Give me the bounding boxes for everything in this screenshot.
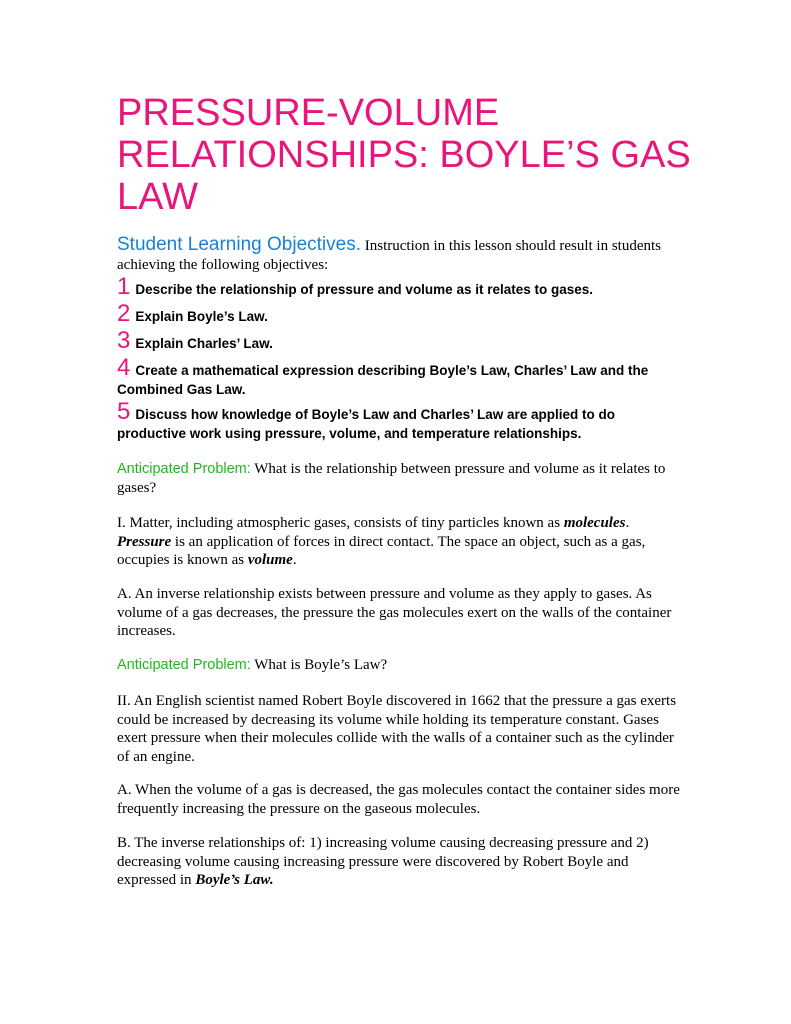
anticipated-problem-2 [117, 656, 687, 675]
objective-text: Explain Boyle’s Law. [135, 309, 268, 324]
paragraph-I-A: A. An inverse relationship exists between pressure and volume as they apply to gases. As volume of a gas decreases, the pressure the gas molecules exert on the walls of the container increases. [117, 586, 672, 639]
text-run: I. Matter, including atmospheric gases, consists of tiny particles known as [117, 515, 564, 531]
term-volume: volume [247, 552, 293, 568]
text-run: . [292, 552, 297, 568]
learning-objectives-text: Instruction in this lesson should result in students achieving the following objectives: [117, 238, 661, 273]
text-run: is an application of forces in direct contact. The space an object, such as a gas, occupies is known as [117, 533, 646, 568]
objective-text: Explain Charles’ Law. [135, 336, 273, 351]
text-run: B. The inverse relationships of: 1) increasing volume causing decreasing pressure and 2) decreasing volume causing increasing pressure were discovered by Robert Boyle and expressed in [117, 835, 649, 888]
page-title: PRESSURE-VOLUME RELATIONSHIPS: BOYLE’S GAS LAW [117, 92, 691, 218]
anticipated-problem-text: What is the relationship between pressure and volume as it relates to gases? [117, 461, 666, 496]
objective-number: 2 [117, 300, 131, 327]
paragraph-II: II. An English scientist named Robert Boyle discovered in 1662 that the pressure a gas exerts could be increased by decreasing its volume while holding its temperature constant. Gases exert pressure when their molecules collide with the walls of a container such as the cylinder of an engine. [117, 693, 677, 765]
objective-text: Create a mathematical expression describing Boyle’s Law, Charles’ Law and the Combined Gas Law. [117, 363, 649, 397]
paragraph-II-B [117, 834, 687, 890]
anticipated-problem-label: Anticipated Problem: [117, 657, 251, 673]
objective-item [117, 273, 687, 300]
learning-objectives-intro [117, 235, 687, 275]
objective-number: 5 [117, 398, 131, 425]
term-molecules: molecules [563, 515, 626, 531]
objective-text: Describe the relationship of pressure and volume as it relates to gases. [135, 282, 594, 297]
anticipated-problem-label: Anticipated Problem: [117, 461, 251, 477]
anticipated-problem-text: What is Boyle’s Law? [250, 657, 388, 673]
objective-item [117, 327, 687, 354]
term-pressure: Pressure [117, 533, 172, 550]
objective-number: 3 [117, 327, 131, 354]
paragraph-II-A: A. When the volume of a gas is decreased, the gas molecules contact the container sides more frequently increasing the pressure on the gaseous molecules. [117, 782, 680, 817]
learning-objectives-heading: Student Learning Objectives. [117, 234, 361, 255]
anticipated-problem-1 [117, 460, 687, 497]
term-boyles-law: Boyle’s Law. [195, 872, 274, 888]
objective-item [117, 300, 687, 327]
text-run: . [625, 515, 630, 531]
paragraph-I [117, 514, 687, 570]
objective-item [117, 354, 687, 399]
objective-number: 1 [117, 273, 131, 300]
objective-number: 4 [117, 354, 131, 381]
objective-text: Discuss how knowledge of Boyle’s Law and Charles’ Law are applied to do productive work using pressure, volume, and temperature relationships. [117, 407, 615, 441]
objective-item [117, 398, 687, 443]
